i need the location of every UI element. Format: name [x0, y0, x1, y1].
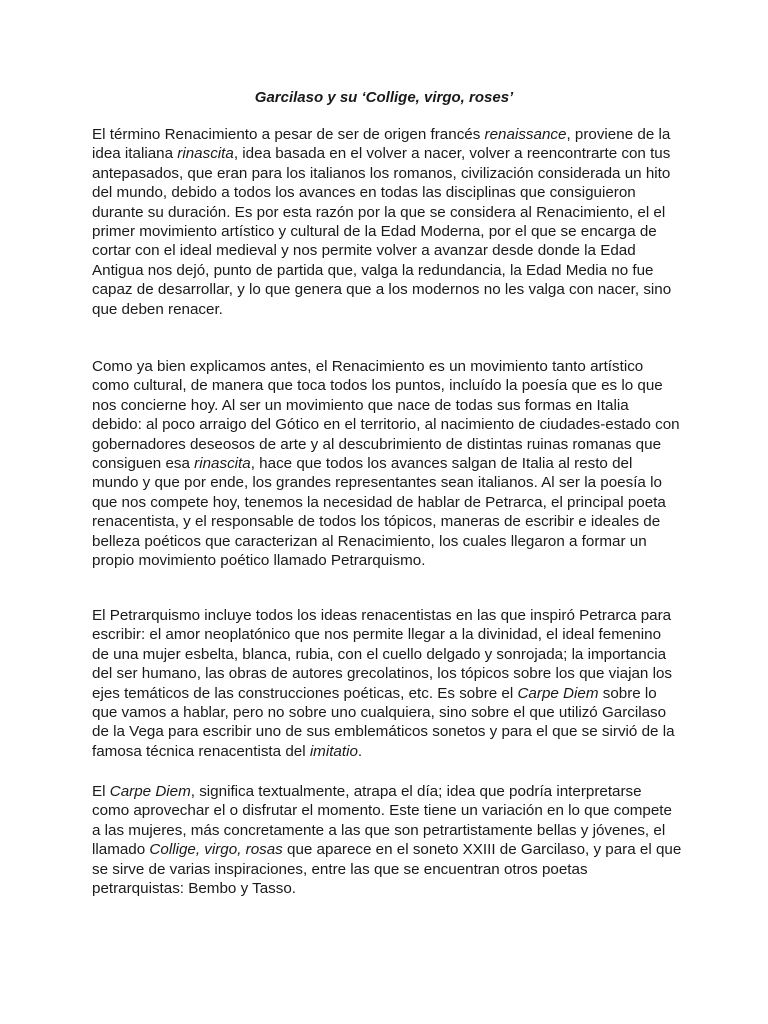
text-run: . [357, 742, 363, 760]
document-title: Garcilaso y su ‘Collige, virgo, roses’ [254, 89, 514, 106]
text-run: , significa textualmente, atrapa el día; idea que podría interpretarse como aprovechar el o disfrutar el momento. Este tiene un variación en lo que compete a las mujeres, más concretamente a las que son petrartistamente bellas y jóvenes, el llamado [92, 783, 672, 859]
text-run: , idea basada en el volver a nacer, volver a reencontrarte con tus antepasados, que eran para los italianos los romanos, civilización considerada un hito del mundo, debido a todos los avances en todas las disciplinas que consiguieron durante su duración. Es por esta razón por la que se considera al Renacimiento, el el primer movimiento artístico y cultural de la Edad Moderna, por el que se encarga de cortar con el ideal medieval y nos permite volver a avanzar desde donde la Edad Antigua nos dejó, punto de partida que, valga la redundancia, la Edad Media no fue capaz de desarrollar, y lo que genera que a los modernos no les valga con nacer, sino que deben renacer. [92, 145, 672, 318]
italic-term: imitatio [309, 742, 358, 760]
text-run: El [92, 783, 110, 800]
text-run: El término Renacimiento a pesar de ser de origen francés [92, 126, 485, 143]
text-run: , hace que todos los avances salgan de Italia al resto del mundo y que por ende, los grandes representantes sean italianos. Al ser la poesía lo que nos compete hoy, tenemos la necesidad de hablar de Petrarca, el principal poeta renacentista, y el responsable de todos los tópicos, maneras de escribir e ideales de belleza poéticos que caracterizan al Renacimiento, los cuales llegaron a formar un propio movimiento poético llamado Petrarquismo. [92, 455, 666, 570]
italic-term: rinascita [194, 455, 251, 473]
italic-term: Carpe Diem [517, 684, 599, 702]
text-run: sobre lo que vamos a hablar, pero no sobre uno cualquiera, sino sobre el que utilizó Garcilaso de la Vega para escribir uno de sus emblemáticos sonetos y para el que se sirvió de la famosa técnica renacentista del [92, 684, 675, 760]
italic-term: Collige, virgo, rosas [149, 841, 283, 859]
paragraph [92, 125, 682, 319]
italic-term: Carpe Diem [109, 783, 191, 800]
paragraph [92, 782, 682, 898]
italic-term: rinascita [177, 145, 234, 163]
text-run: Como ya bien explicamos antes, el Renacimiento es un movimiento tanto artístico como cultural, de manera que toca todos los puntos, incluído la poesía que es lo que nos concierne hoy. Al ser un movimiento que nace de todas sus formas en Italia debido: al poco arraigo del Gótico en el territorio, al nacimiento de ciudades-estado con gobernadores deseosos de arte y al descubrimiento de distintas ruinas romanas que consiguen esa [92, 358, 680, 473]
text-run: que aparece en el soneto XXIII de Garcilaso, y para el que se sirve de varias inspiraciones, entre las que se encuentran otros poetas petrarquistas: Bembo y Tasso. [92, 841, 682, 898]
text-run: El Petrarquismo incluye todos los ideas renacentistas en las que inspiró Petrarca para escribir: el amor neoplatónico que nos permite llegar a la divinidad, el ideal femenino de una mujer esbelta, blanca, rubia, con el cuello delgado y sonrojada; la importancia del ser humano, las obras de autores grecolatinos, los tópicos sobre los que viajan los ejes temáticos de las construcciones poéticas, etc. Es sobre el [92, 607, 672, 702]
paragraph [92, 606, 682, 761]
paragraph [92, 357, 682, 570]
italic-term: renaissance [484, 126, 567, 143]
text-run: , proviene de la idea italiana [92, 126, 671, 163]
